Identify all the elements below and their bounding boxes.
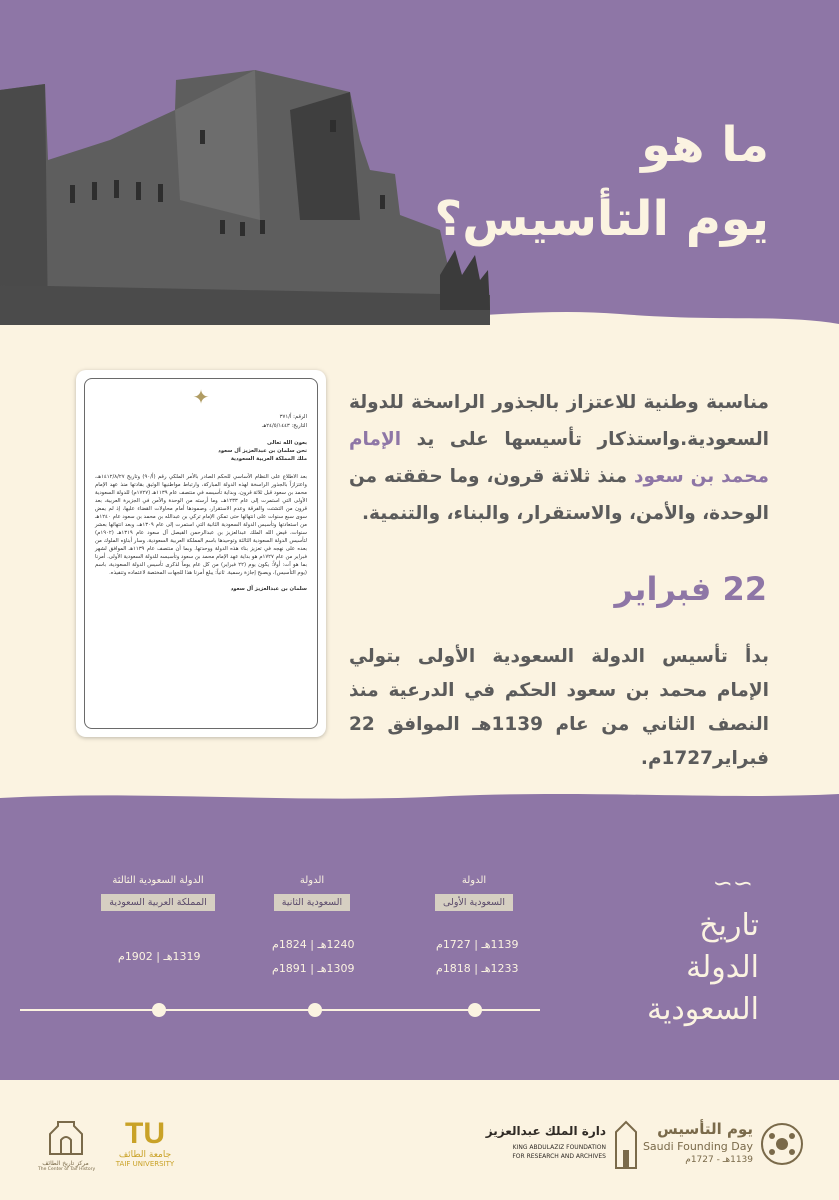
intro-text-2: منذ ثلاثة قرون، وما حققته من الوحدة، والأمن، والاستقرار، والبناء، والتنمية. (349, 466, 769, 524)
timeline-title-line-1: تاريخ (699, 908, 759, 943)
darah-logo (485, 1120, 640, 1175)
darah-logo-en-1: KING ABDULAZIZ FOUNDATION (512, 1144, 606, 1151)
founding-day-logo-en: Saudi Founding Day (642, 1140, 753, 1153)
first-state-dates (436, 933, 519, 981)
third-state-label (88, 875, 228, 911)
intro-highlight: الإمام محمد بن سعود (349, 429, 769, 487)
timeline-title (599, 905, 759, 1031)
state-sub: الدولة السعودية الثالثة (112, 875, 204, 886)
third-state-dates (118, 945, 201, 969)
royal-decree-card (76, 370, 326, 737)
darah-tower-icon (612, 1120, 640, 1170)
taif-university-logo (105, 1118, 185, 1178)
founding-date-paragraph: بدأ تأسيس الدولة السعودية الأولى بتولي الإمام محمد بن سعود الحكم في الدرعية منذ النصف الثاني من عام 1139هـ الموافق 22 فبراير1727م. (349, 646, 770, 769)
founding-date-heading: 22 فبراير (614, 570, 767, 608)
intro-text-1: مناسبة وطنية للاعتزاز بالجذور الراسخة للدولة السعودية.واستذكار تأسيسها على يد (349, 392, 769, 450)
decree-greeting (95, 439, 307, 463)
state-sub: الدولة (461, 875, 487, 886)
taif-history-center-logo (38, 1120, 96, 1180)
date-line: 1233هـ | 1818م (436, 962, 519, 975)
timeline-title-line-3: السعودية (646, 992, 759, 1027)
decree-greeting-line: بعون الله تعالى (266, 440, 307, 446)
timeline-line (20, 1009, 540, 1011)
darah-logo-ar: دارة الملك عبدالعزيز (485, 1124, 606, 1138)
tu-mark: TU (125, 1117, 165, 1150)
decree-ref-number: الرقم: أ/٣٧١ (279, 414, 307, 420)
state-tag: المملكة العربية السعودية (101, 894, 214, 911)
first-state-label (428, 875, 520, 911)
date-line: 1139هـ | 1727م (436, 938, 519, 951)
decree-header (95, 413, 307, 431)
date-line: 1319هـ | 1902م (118, 950, 201, 963)
decree-issuer-line-1: نحن سلمان بن عبدالعزيز آل سعود (218, 448, 307, 454)
intro-paragraph (349, 384, 769, 532)
founding-day-logo-years: 1139هـ - 1727م (685, 1155, 753, 1165)
date-line: 1240هـ | 1824م (272, 938, 355, 951)
decree-issuer-line-2: ملك المملكة العربية السعودية (230, 456, 307, 462)
saudi-emblem-icon: ✦ (192, 385, 210, 409)
taif-center-en: The Center of Taif History (38, 1167, 96, 1172)
state-sub: الدولة (299, 875, 325, 886)
decree-signature: سلمان بن عبدالعزيز آل سعود (230, 586, 307, 592)
date-line: 1309هـ | 1891م (272, 962, 355, 975)
founding-day-logo (642, 1120, 805, 1175)
title-line-2: يوم التأسيس؟ (434, 191, 769, 247)
tu-name-ar: جامعة الطائف (118, 1150, 172, 1160)
taif-history-center-icon (46, 1120, 86, 1156)
title-line-1: ما هو (641, 117, 769, 173)
darah-logo-en-2: FOR RESEARCH AND ARCHIVES (512, 1153, 606, 1160)
ruins-photo (0, 70, 500, 325)
timeline-title-line-2: الدولة (686, 950, 759, 985)
taif-center-ar: مركز تاريخ الطائف (42, 1160, 89, 1167)
state-tag: السعودية الأولى (435, 894, 513, 911)
timeline-dot (308, 1003, 322, 1017)
second-state-dates (272, 933, 355, 981)
timeline-dot (152, 1003, 166, 1017)
state-tag: السعودية الثانية (274, 894, 350, 911)
founding-day-logo-ar: يوم التأسيس (657, 1120, 753, 1138)
ornament-icon: ∽∽ (712, 869, 753, 897)
founding-day-emblem-icon (760, 1122, 805, 1167)
decree-body: بعد الاطلاع على النظام الأساسي للحكم الصادر بالأمر الملكي رقم (أ/٩٠) وتاريخ ١٤١٢/٨/٢٧هـ، واعتزازاً بالجذور الراسخة لهذه الدولة المباركة، وارتباط مواطنيها الوثيق بقادتها منذ عهد الإمام محمد بن سعود قبل ثلاثة قرون، وبداية تأسيسه في منتصف عام ١١٣٩هـ (١٧٢٧م) للدولة السعودية الأولى التي استمرت إلى عام ١٢٣٣هـ، وما أرسته من الوحدة والأمن في الجزيرة العربية، بعد قرون من التشتت والفرقة وعدم الاستقرار، وصمودها أمام محاولات القضاء عليها، إذ لم يمض سوى سبع سنوات على انتهائها حتى تمكن الإمام تركي بن عبدالله بن محمد بن سعود عام ١٢٤٠هـ من استعادتها وتأسيس الدولة السعودية الثانية التي استمرت إلى عام ١٣٠٩هـ، وبعد انتهائها بعشر سنوات، قيض الله الملك عبدالعزيز بن عبدالرحمن الفيصل آل سعود عام ١٣١٩هـ (١٩٠٢م) لتأسيس الدولة السعودية الثالثة وتوحيدها باسم المملكة العربية السعودية، وسار أبناؤه الملوك من بعده على نهجه في تعزيز بناء هذه الدولة ووحدتها. وبما أن منتصف عام ١١٣٩هـ الموافق لشهر فبراير من عام ١٧٢٧م هو بداية عهد الإمام محمد بن سعود وتأسيسه للدولة السعودية الأولى. أمرنا بما هو آت: أولاً: يكون يوم (٢٢ فبراير) من كل عام يوماً لذكرى تأسيس الدولة السعودية، باسم (يوم التأسيس)، ويصبح إجازة رسمية. ثانياً: يبلغ أمرنا هذا للجهات المختصة لاعتماده وتنفيذه. (95, 474, 307, 576)
tu-name-en: TAIF UNIVERSITY (115, 1160, 175, 1168)
page-title (434, 108, 769, 256)
decree-ref-date: التاريخ: ٢٤/٥/١٤٤٣هـ (261, 423, 307, 429)
royal-decree-document (84, 378, 318, 729)
timeline-dot (468, 1003, 482, 1017)
second-state-label (264, 875, 360, 911)
